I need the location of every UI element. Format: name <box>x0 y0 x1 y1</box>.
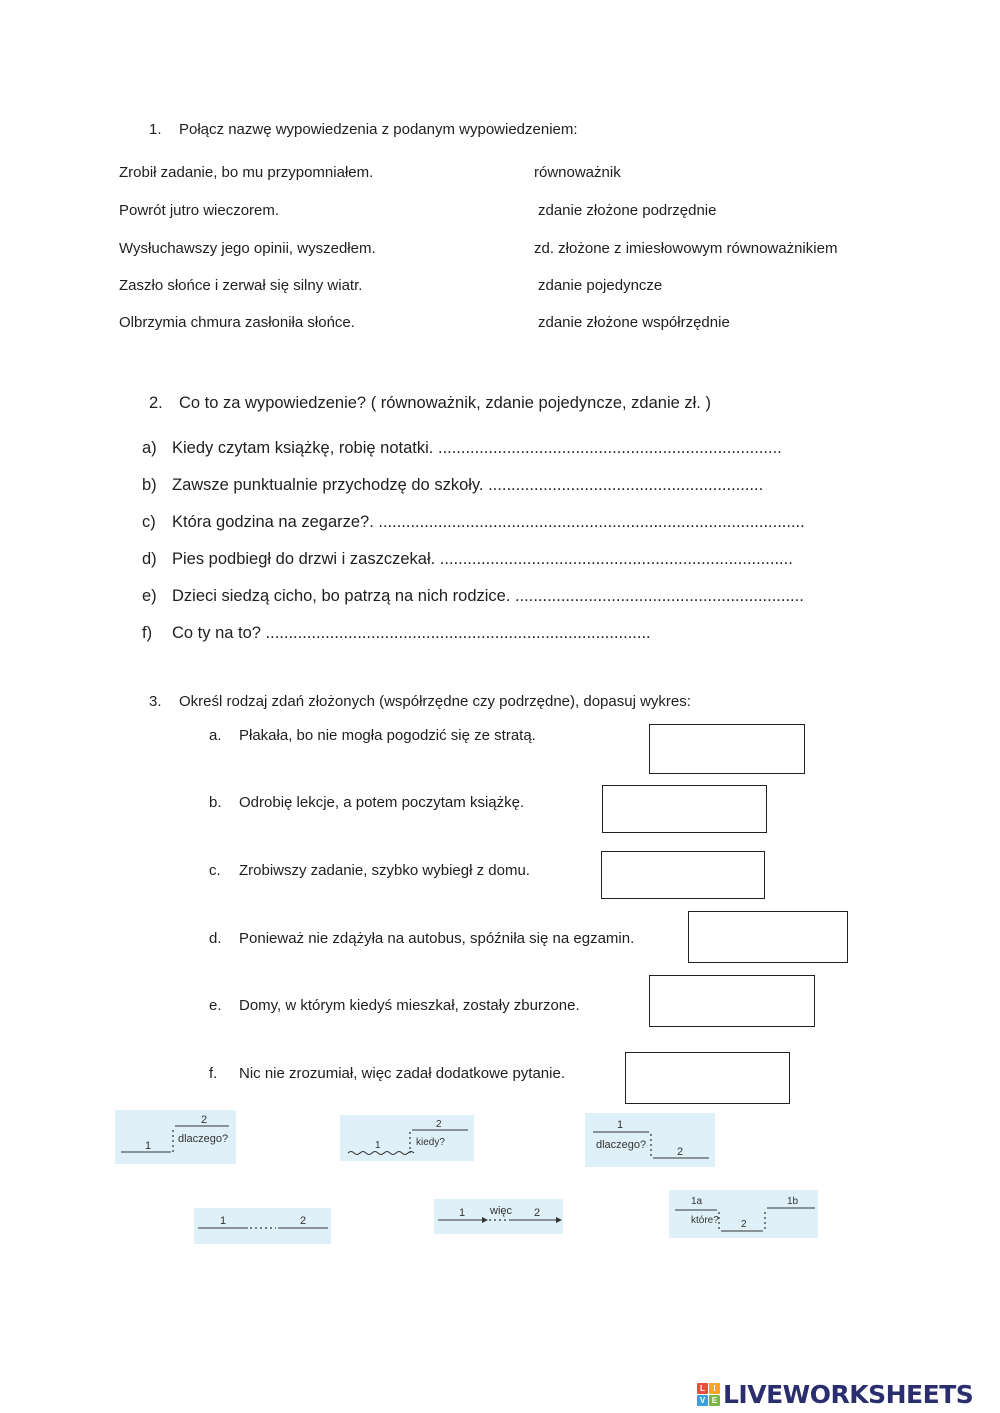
diagram-4-graphic <box>194 1208 331 1244</box>
logo-letter-i: I <box>709 1383 720 1394</box>
section3-number: 3. <box>149 693 162 710</box>
diagram-3-n2: 2 <box>677 1146 684 1158</box>
s1-type-3[interactable]: zd. złożone z imiesłowowym równoważnikiem <box>534 240 838 257</box>
diagram-6-graphic <box>669 1190 818 1238</box>
s3-answer-box-e[interactable] <box>649 975 815 1027</box>
section1-title: Połącz nazwę wypowiedzenia z podanym wypowiedzeniem: <box>179 121 578 138</box>
s2-label-f: f) <box>142 624 153 642</box>
diagram-tile-3[interactable] <box>585 1113 715 1167</box>
diagram-6-q: które? <box>691 1215 719 1226</box>
s2-item-c[interactable]: Która godzina na zegarze?. ............................................................................................. <box>172 513 805 531</box>
diagram-3-n1: 1 <box>617 1119 624 1131</box>
s3-sentence-c: Zrobiwszy zadanie, szybko wybiegł z domu. <box>239 862 530 879</box>
section2-title: Co to za wypowiedzenie? ( równoważnik, zdanie pojedyncze, zdanie zł. ) <box>179 394 711 412</box>
diagram-5-n2: 2 <box>534 1207 541 1219</box>
s3-sentence-b: Odrobię lekcje, a potem poczytam książkę. <box>239 794 525 811</box>
s3-sentence-f: Nic nie zrozumiał, więc zadał dodatkowe pytanie. <box>239 1065 565 1082</box>
s3-answer-box-a[interactable] <box>649 724 805 774</box>
logo-brand-text: LIVEWORKSHEETS <box>723 1379 974 1409</box>
diagram-3-q: dlaczego? <box>596 1139 647 1151</box>
s3-label-c: c. <box>209 862 221 879</box>
logo-letter-l: L <box>697 1383 708 1394</box>
diagram-tile-5[interactable] <box>434 1199 563 1234</box>
s2-label-d: d) <box>142 550 157 568</box>
s3-answer-box-f[interactable] <box>625 1052 790 1104</box>
section2-number: 2. <box>149 394 163 412</box>
diagram-4-n2: 2 <box>300 1215 307 1227</box>
s2-item-d[interactable]: Pies podbiegł do drzwi i zaszczekał. ............................................................................. <box>172 550 793 568</box>
diagram-1-n2: 2 <box>201 1114 208 1126</box>
diagram-2-n1: 1 <box>375 1140 381 1151</box>
diagram-3-graphic <box>585 1113 715 1167</box>
s3-label-e: e. <box>209 997 222 1014</box>
s1-sentence-4[interactable]: Zaszło słońce i zerwał się silny wiatr. <box>119 277 363 294</box>
s2-item-b[interactable]: Zawsze punktualnie przychodzę do szkoły. ............................................................ <box>172 476 764 494</box>
section1-number: 1. <box>149 121 162 138</box>
diagram-2-q: kiedy? <box>416 1137 445 1148</box>
s1-type-5[interactable]: zdanie złożone współrzędnie <box>538 314 730 331</box>
s2-label-e: e) <box>142 587 157 605</box>
diagram-tile-2[interactable] <box>340 1115 474 1161</box>
diagram-2-n2: 2 <box>436 1119 442 1130</box>
s1-sentence-3[interactable]: Wysłuchawszy jego opinii, wyszedłem. <box>119 240 376 257</box>
s3-sentence-a: Płakała, bo nie mogła pogodzić się ze stratą. <box>239 727 536 744</box>
diagram-5-graphic <box>434 1199 563 1234</box>
diagram-2-graphic <box>340 1115 474 1161</box>
s3-label-a: a. <box>209 727 222 744</box>
diagram-1-graphic <box>115 1110 236 1164</box>
section3-title: Określ rodzaj zdań złożonych (współrzędne czy podrzędne), dopasuj wykres: <box>179 693 691 710</box>
s3-label-d: d. <box>209 930 222 947</box>
s3-answer-box-b[interactable] <box>602 785 767 833</box>
s3-answer-box-d[interactable] <box>688 911 848 963</box>
s1-type-1[interactable]: równoważnik <box>534 164 621 181</box>
logo-mark-icon <box>697 1383 720 1406</box>
s1-sentence-5[interactable]: Olbrzymia chmura zasłoniła słońce. <box>119 314 355 331</box>
logo-letter-e: E <box>709 1395 720 1406</box>
diagram-1-q: dlaczego? <box>178 1133 229 1145</box>
s1-type-2[interactable]: zdanie złożone podrzędnie <box>538 202 717 219</box>
s3-label-f: f. <box>209 1065 218 1082</box>
diagram-tile-6[interactable] <box>669 1190 818 1238</box>
diagram-5-q: więc <box>490 1205 513 1217</box>
s2-item-f[interactable]: Co ty na to? .................................................................................... <box>172 624 651 642</box>
diagram-6-n1b: 1b <box>787 1196 799 1207</box>
liveworksheets-logo[interactable] <box>697 1378 973 1410</box>
s3-sentence-d: Ponieważ nie zdążyła na autobus, spóźniła się na egzamin. <box>239 930 635 947</box>
diagram-tile-4[interactable] <box>194 1208 331 1244</box>
s1-sentence-1[interactable]: Zrobił zadanie, bo mu przypomniałem. <box>119 164 374 181</box>
diagram-tile-1[interactable] <box>115 1110 236 1164</box>
s1-type-4[interactable]: zdanie pojedyncze <box>538 277 663 294</box>
s2-label-b: b) <box>142 476 157 494</box>
s1-sentence-2[interactable]: Powrót jutro wieczorem. <box>119 202 280 219</box>
diagram-5-n1: 1 <box>459 1207 466 1219</box>
s2-item-e[interactable]: Dzieci siedzą cicho, bo patrzą na nich rodzice. ............................................................... <box>172 587 804 605</box>
s3-answer-box-c[interactable] <box>601 851 765 899</box>
diagram-6-n2: 2 <box>741 1219 747 1230</box>
diagram-6-n1a: 1a <box>691 1196 703 1207</box>
logo-letter-v: V <box>697 1395 708 1406</box>
diagram-4-n1: 1 <box>220 1215 227 1227</box>
s2-label-a: a) <box>142 439 157 457</box>
s2-item-a[interactable]: Kiedy czytam książkę, robię notatki. ........................................................................... <box>172 439 782 457</box>
s2-label-c: c) <box>142 513 156 531</box>
s3-label-b: b. <box>209 794 222 811</box>
s3-sentence-e: Domy, w którym kiedyś mieszkał, zostały zburzone. <box>239 997 580 1014</box>
diagram-1-n1: 1 <box>145 1140 152 1152</box>
